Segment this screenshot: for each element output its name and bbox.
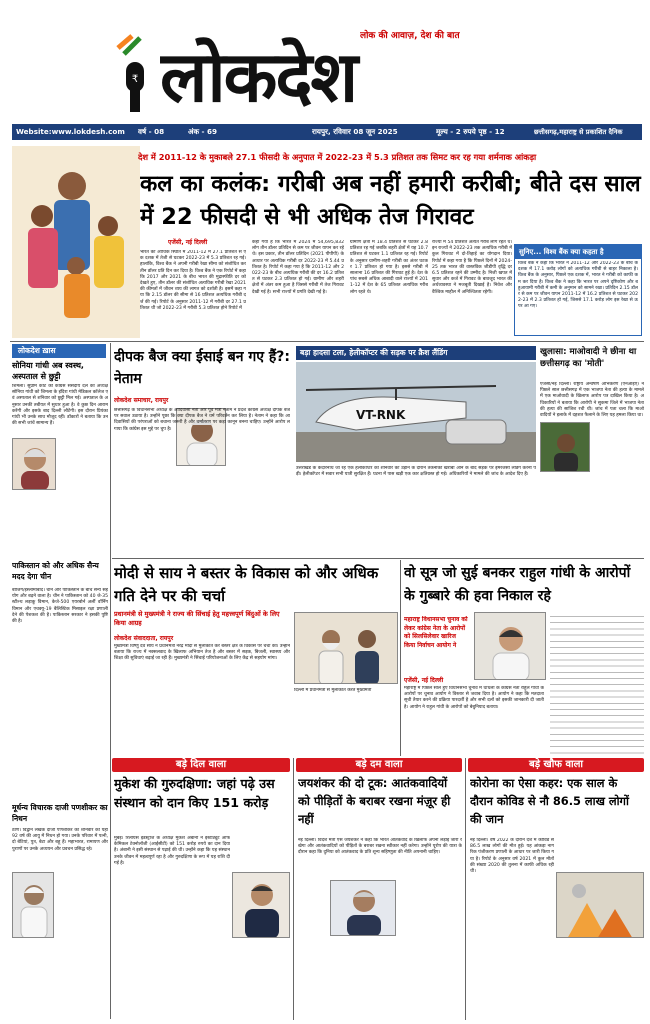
divider	[10, 341, 644, 342]
divider	[112, 558, 644, 559]
helicopter-title: बड़ा हादसा टला, हेलीकॉप्टर की सड़क पर क्रैश लैंडिंग	[296, 346, 536, 360]
website-link[interactable]: Website:www.lokdesh.com	[16, 127, 125, 136]
masthead-info-bar	[12, 124, 642, 140]
dajipan-headline: मूर्धन्य विचारक दाजी पणशीकर का निधन	[12, 803, 108, 823]
dajipan-text: ठाणे। विद्वान लेखक दाजी पणशीकर का शनिवार को यहां 92 वर्ष की आयु में निधन हो गया। उनके परिवार में पत्नी, दो बेटियां, पुत्र, बेटा और बहू हैं। महाभारत, रामायण और पुराणों पर उनके अध्ययन और प्रवचन प्रसिद्ध रहे।	[12, 828, 108, 852]
deepak-headline: दीपक बैज क्या ईसाई बन गए हैं?: नेताम	[114, 349, 291, 387]
lead-col-1: भारत की आर्थिक स्थिति में 2011-12 में 27.1 प्रतिशत से एक दशक में तेजी से घटकर 2022-23 में 5.3 प्रतिशत रह गई। हालांकि, विश्व बैंक ने अपनी गरीबी रेखा सीमा को संशोधित कर तीन डॉलर प्रति दिन कर दिया है। विश्व बैंक ने एक रिपोर्ट में कहा कि 2017 और 2021 के बीच भारत की मुद्रास्फीति दर को देखते हुए, तीन डॉलर की संशोधित अत्यधिक गरीबी रेखा 2021 की कीमतों में जीवन व्यय की लागत को दर्शाती है। इसमें कहा गया कि 2.15 डॉलर की सीमा से 16 प्रतिशत अत्यधिक गरीबी दर्ज की गई। रिपोर्ट के अनुसार 2011-12 में गरीबी दर 27.1 प्रतिशत थी जो 2022-23 में गरीबी 5.3 प्रतिशत होने रिपोर्ट में	[140, 250, 246, 311]
sonia-headline: सोनिया गांधी अब स्वस्थ, अस्पताल से छुट्टी	[12, 361, 84, 381]
masthead-tagline: लोक की आवाज़, देश की बात	[360, 31, 460, 41]
helicopter-text: उत्तराखंड के केदारनाथ जा रहे एक हेलीकॉप्टर को शनिवार को उड़ान के दौरान तकनीकी खराबी आने के बाद सड़क पर इमरजेंसी लैंडिंग करनी पड़ी। हेलीकॉप्टर में सवार सभी यात्री सुरक्षित हैं। घटना में पास खड़ी एक कार क्षतिग्रस्त हो गई। अधिकारियों ने मामले की जांच के आदेश दिए हैं।	[296, 466, 536, 478]
modi-sai-photo	[294, 612, 398, 684]
edition: छत्तीसगढ़,महाराष्ट्र से प्रकाशित दैनिक	[534, 128, 623, 136]
jaishankar-headline: जयशंकर की दो टूक: आतंकवादियों को पीड़ितों के बराबर रखना मंज़ूर ही नहीं	[298, 776, 451, 826]
deepak-byline: लोकदेश समाचार, रायपुर	[114, 397, 169, 404]
section-bar-big-strength: बड़े दम वाला	[296, 758, 462, 772]
rahul-headline: वो सूत्र जो सुई बनकर राहुल गांधी के आरोपों के गुब्बारे की हवा निकाल रहे	[404, 565, 631, 604]
divider	[400, 560, 401, 756]
rahul-byline: एजेंसी, नई दिल्ली	[404, 677, 444, 684]
worldbank-sidebox-text: विश्व बैंक ने कहा कि भारत ने 2011-12 और 2022-23 के बीच के दशक में 17.1 करोड़ लोगों को अत्यधिक गरीबी से बाहर निकाला है। विश्व बैंक के अनुसार, पिछले एक दशक में, भारत ने गरीबी को काफी कम कर दिया है। विश्व बैंक ने कहा कि भारत पर अपने दृष्टिकोण और बहुआयामी गरीबी में कमी के अनुमान को सामने रखा। प्रतिदिन 2.15 डॉलर से कम पर जीवन यापन 2011-12 में 16.2 प्रतिशत से घटकर 2022-23 में 2.3 प्रतिशत हो गई, जिससे 17.1 करोड़ लोग इस रेखा से ऊपर आ गए।	[518, 261, 638, 310]
rahul-subhead: महाराष्ट्र विधानसभा चुनाव को लेकर कांग्रेस नेता के आरोपों को सिलसिलेवार खारिज किया निर्वाचन आयोग ने	[404, 616, 468, 649]
sonia-text: शिमला। सुप्रीम कोर्ट की कांग्रेस संसदीय दल की अध्यक्ष सोनिया गांधी को शिमला के इंदिरा गांधी मेडिकल कॉलेज एवं अस्पताल से शनिवार को छुट्टी मिल गई। अस्पताल के अनुसार उनकी तबीयत में सुधार हुआ है। वे कुछ दिन आराम करेंगी और इसके बाद दिल्ली लौटेंगी। इस दौरान प्रियंका गांधी भी उनके साथ मौजूद रहीं। डॉक्टरों ने बताया कि उनकी सभी जांचें सामान्य हैं।	[12, 384, 108, 427]
place-date: रायपुर, रविवार 08 जून 2025	[312, 127, 398, 136]
lead-col-3: ग्रामीण क्षेत्रों में 18.4 प्रतिशत से घटकर 2.8 प्रतिशत रह गई जबकि शहरी क्षेत्रों में यह 10.7 प्रतिशत से घटकर 1.1 प्रतिशत रह गई। रिपोर्ट के अनुसार ग्रामीण-शहरी गरीबी का अंतर घटकर 1.7 प्रतिशत हो गया है। इससे गरीबी में सालाना 16 प्रतिशत की गिरावट हुई है। देश के पांच सबसे अधिक आबादी वाले राज्यों में 2011-12 में देश के 65 प्रतिशत अत्यधिक गरीब लोग रहते थे।	[350, 240, 428, 295]
maoist-text: एजेंसी/नई दिल्ली। राष्ट्रीय अन्वेषण अभिकरण (एनआईए) ने पिछले साल छत्तीसगढ़ में एक भाजपा नेता की हत्या के मामले में एक माओवादी के खिलाफ आरोप पत्र दाखिल किया है। अधिकारियों ने बताया कि आरोपी ने सुकमा जिले में भाजपा नेता की हत्या की साजिश रची थी। जांच में पता चला कि माओवादियों ने इलाके में दहशत फैलाने के लिए यह हमला किया था।	[540, 382, 644, 419]
left-col-label: लोकदेश ख़ास	[12, 344, 106, 358]
divider	[293, 758, 294, 1020]
worldbank-sidebox-title: सुनिए... विश्व बैंक क्या कहता है	[515, 245, 641, 259]
svg-text:₹: ₹	[131, 74, 139, 85]
maoist-headline: खुलासा: माओवादी ने छीना था छत्तीसगढ़ का 'मोती'	[540, 347, 637, 369]
jaishankar-text: नई दिल्ली। विदेश मंत्री एस जयशंकर ने कहा कि भारत आतंकवाद के खिलाफ अपनी लड़ाई जारी रखेगा और आतंकवादियों को पीड़ितों के बराबर रखना स्वीकार नहीं करेगा। उन्होंने यूरोप की यात्रा के दौरान कहा कि दुनिया को आतंकवाद के प्रति शून्य सहिष्णुता की नीति अपनानी चाहिए।	[298, 838, 462, 856]
corona-headline: कोरोना का ऐसा कहर: एक साल के दौरान कोविड से नौ 86.5 लाख लोगों की जान	[470, 776, 629, 826]
pakistan-text: बीजिंग/इस्लामाबाद। चीन और पाकिस्तान के बीच सैन्य सहयोग और बढ़ने वाला है। चीन ने पाकिस्तान को 40 जे-35 स्टील्थ लड़ाकू विमान, केजे-500 एयरबोर्न अर्ली वॉर्निंग विमान और एचक्यू-19 बैलिस्टिक मिसाइल रक्षा प्रणाली देने की पेशकश की है। पाकिस्तान सरकार ने इसकी पुष्टि की है।	[12, 588, 108, 625]
section-bar-big-fear: बड़े खौफ वाला	[468, 758, 644, 772]
bastar-subhead: प्रधानमंत्री से मुख्यमंत्री ने राज्य की सिंचाई हेतु महत्त्वपूर्ण बिंदुओं के लिए किया आग्रह	[114, 610, 280, 627]
modi-sai-caption: दिल्ली में प्रधानमंत्री से मुलाकात करते मुख्यमंत्री	[294, 688, 372, 693]
family-photo	[12, 146, 140, 338]
mukesh-text: मुंबई। रिलायंस इंडस्ट्रीज के अध्यक्ष मुकेश अंबानी ने इंस्टीट्यूट ऑफ केमिकल टेक्नोलॉजी (आईसीटी) को 151 करोड़ रुपये का दान दिया है। अंबानी ने इसी संस्थान से पढ़ाई की थी। उन्होंने कहा कि यह संस्थान उनके जीवन में महत्वपूर्ण रहा है और गुरुदक्षिणा के रूप में यह राशि दी गई है।	[114, 836, 230, 866]
section-bar-big-heart: बड़े दिल वाला	[112, 758, 290, 772]
lead-headline: कल का कलंक: गरीबी अब नहीं हमारी करीबी; बीते दस साल में 22 फीसदी से भी अधिक तेज गिरावट	[140, 171, 641, 230]
rahul-photo	[474, 612, 546, 680]
corona-photo	[556, 872, 644, 938]
lead-kicker: देश में 2011-12 के मुकाबले 27.1 फीसदी के अनुपात में 2022-23 में 5.3 प्रतिशत तक सिमट कर रह गया शर्मनाक आंकड़ा	[138, 152, 537, 162]
bastar-byline: लोकदेश संवाददाता, रायपुर	[114, 635, 174, 642]
corona-text: नई दिल्ली। वर्ष 2022 के दौरान देश में कोविड से 86.5 लाख लोगों की मौत हुई। यह आंकड़ा नागरिक पंजीकरण प्रणाली के आधार पर जारी किया गया है। रिपोर्ट के अनुसार वर्ष 2021 में कुल मौतों की संख्या 2020 की तुलना में काफी अधिक रही थी।	[470, 838, 554, 875]
masthead-title: लोकदेश	[160, 36, 357, 118]
lead-col-2: कहा गया है कि भारत में 2024 में 54,695,832 लोग तीन डॉलर प्रतिदिन से कम पर जीवन यापन कर रहे थे। इस प्रकार, तीन डॉलर प्रतिदिन (2021 पीपीपी) के आधार पर अत्यधिक गरीबी दर 2022-23 में 5.44 प्रतिशत है। रिपोर्ट में कहा गया है कि 2011-12 और 2022-23 के बीच अत्यधिक गरीबी की दर 16.2 प्रतिशत से घटकर 2.3 प्रतिशत हो गई। ग्रामीण और शहरी क्षेत्रों में अंतर कम हुआ है जिससे गरीबी में तेज गिरावट देखी गई है। सभी राज्यों में प्रगति देखी गई है।	[252, 240, 344, 295]
worldbank-sidebox	[514, 244, 642, 336]
divider	[110, 343, 111, 1019]
bastar-headline: मोदी से साय ने बस्तर के विकास को और अधिक गति देने पर की चर्चा	[114, 564, 379, 605]
mukesh-headline: मुकेश की गुरुदक्षिणा: जहां पढ़े उस संस्थान को दान किए 151 करोड़	[114, 776, 275, 810]
deepak-text: छत्तीसगढ़ के विधानसभा अध्यक्ष के आदिवासी नेता और पूर्व मंत्री नेताम ने प्रदेश कांग्रेस अध्यक्ष दीपक बैज पर सवाल उठाया है। उन्होंने पूछा कि क्या दीपक बैज ने धर्म परिवर्तन कर लिया है। नेताम ने कहा कि आदिवासियों की परंपराओं को बचाना जरूरी है और धर्मांतरण पर कड़ा कानून बनना चाहिए। उन्होंने आरोप लगाया कि कांग्रेस इस मुद्दे पर चुप है।	[114, 408, 290, 432]
bastar-text: मुख्यमंत्री विष्णु देव साय ने प्रधानमंत्री नरेंद्र मोदी से मुलाकात कर बस्तर क्षेत्र के विकास पर चर्चा की। उन्होंने बताया कि राज्य में नक्सलवाद के खिलाफ अभियान तेज है और बस्तर में सड़क, बिजली, स्वास्थ्य और शिक्षा की सुविधाएं बढ़ाई जा रही हैं। मुख्यमंत्री ने सिंचाई परियोजनाओं के लिए केंद्र से सहयोग मांगा।	[114, 644, 290, 662]
helicopter-registration: VT-RNK	[356, 408, 406, 422]
mukesh-photo	[232, 872, 290, 938]
lead-byline: एजेंसी, नई दिल्ली	[168, 239, 208, 246]
price-pages: मूल्य - 2 रुपये पृष्ठ - 12	[436, 127, 505, 136]
mic-logo-icon	[112, 30, 160, 114]
helicopter-photo	[296, 362, 536, 462]
rahul-text-col2	[550, 612, 644, 754]
masthead	[0, 0, 650, 124]
rahul-text: महाराष्ट्र में पिछले साल हुए विधानसभा चुनाव में धांधली के कांग्रेस नेता राहुल गांधी के आरोपों पर चुनाव आयोग ने विस्तार से जवाब दिया है। आयोग ने कहा कि मतदाता सूची तैयार करने की प्रक्रिया पारदर्शी है और सभी दलों को इसकी जानकारी दी जाती है। आयोग ने राहुल गांधी के आरोपों को बेबुनियाद बताया।	[404, 686, 544, 710]
year: वर्ष - 08	[138, 127, 165, 136]
pakistan-headline: पाकिस्तान को और अधिक सैन्य मदद देगा चीन	[12, 561, 99, 581]
lead-col-4: राज्यों में 54 प्रतिशत अत्यंत गरीब लोग रहते थे। इन राज्यों ने 2022-23 तक अत्यधिक गरीबी में कुल गिरावट में दो-तिहाई का योगदान दिया। रिपोर्ट में कहा गया है कि पिछले दिनों में 2024-25 तक भारत की वास्तविक जीडीपी वृद्धि दर 6.5 प्रतिशत रहने की उम्मीद है। निजी खपत में सुधार और कर्ज में गिरावट के बावजूद भारत की अर्थव्यवस्था ने मजबूती दिखाई है। निवेश और वैश्विक माहौल में अनिश्चितता रहेगी।	[432, 240, 512, 295]
issue: अंक - 69	[188, 127, 218, 136]
divider	[465, 758, 466, 1020]
jaishankar-photo	[330, 880, 396, 936]
